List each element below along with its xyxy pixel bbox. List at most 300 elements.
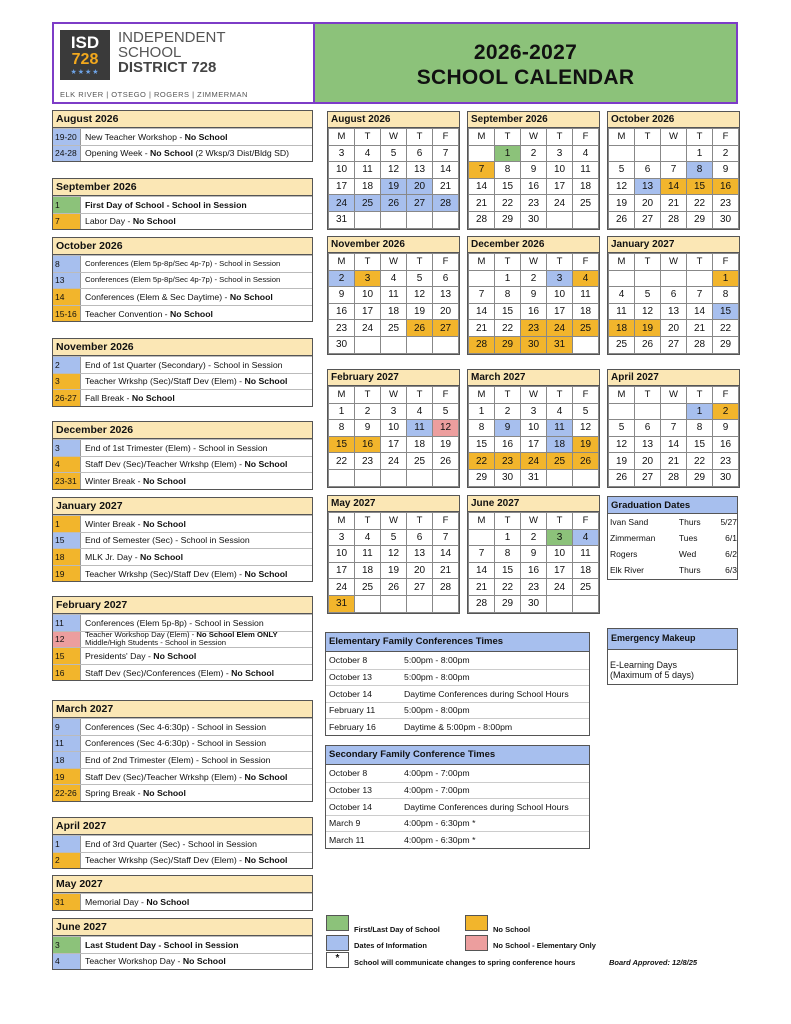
event-list-august-2026 (52, 110, 313, 162)
calendar-day: 12 (381, 162, 407, 179)
calendar-day: 9 (355, 420, 381, 437)
event-description (81, 393, 175, 403)
calendar-day: 16 (521, 562, 547, 579)
weekday-header: T (495, 513, 521, 530)
calendar-day: 27 (661, 336, 687, 353)
calendar-day: 26 (609, 211, 635, 228)
event-list-june-2027 (52, 918, 313, 970)
calendar-day: 28 (469, 211, 495, 228)
calendar-month-heading: November 2026 (328, 237, 459, 253)
event-no-school: No School (231, 667, 275, 678)
calendar-day: 15 (495, 303, 521, 320)
conference-row (326, 765, 589, 782)
calendar-day: 4 (381, 270, 407, 287)
legend-swatch-star: * (326, 952, 349, 968)
event-description (81, 738, 266, 748)
event-row (53, 356, 312, 373)
event-no-school: No School Elem ONLY (196, 631, 278, 640)
event-date: 15 (53, 533, 81, 549)
calendar-day: 27 (433, 320, 459, 337)
calendar-day: 7 (469, 546, 495, 563)
weekday-header: T (635, 387, 661, 404)
calendar-day: 15 (329, 436, 355, 453)
calendar-empty-cell (355, 469, 381, 486)
event-list-september-2026 (52, 178, 313, 230)
event-date: 19 (53, 769, 81, 785)
event-text: End of 2nd Trimester (Elem) - School in Session (85, 754, 271, 765)
event-text: Conferences (Sec 4-6:30p) - School in Session (85, 721, 267, 732)
calendar-day: 28 (469, 336, 495, 353)
calendar-day: 25 (609, 336, 635, 353)
event-description (81, 722, 266, 732)
event-description (81, 535, 250, 545)
calendar-month-heading: December 2026 (468, 237, 599, 253)
calendar-empty-cell (329, 469, 355, 486)
logo-line-2: SCHOOL (118, 44, 182, 61)
calendar-day: 14 (433, 162, 459, 179)
calendar-week-row (469, 420, 599, 437)
calendar-week-row (469, 579, 599, 596)
calendar-march-2027 (467, 369, 600, 488)
graduation-day: Thurs (678, 517, 701, 527)
calendar-grid (608, 386, 739, 487)
event-text: Winter Break - (85, 475, 143, 486)
calendar-day: 1 (687, 403, 713, 420)
emergency-title: Emergency Makeup (608, 629, 737, 650)
weekday-header: F (573, 129, 599, 146)
calendar-day: 28 (469, 595, 495, 612)
calendar-week-row (609, 336, 739, 353)
event-no-school: First Day of School - School in Session (85, 199, 247, 210)
calendar-day: 28 (661, 469, 687, 486)
event-date: 3 (53, 937, 81, 953)
calendar-month-heading: September 2026 (468, 112, 599, 128)
calendar-day: 14 (661, 178, 687, 195)
calendar-day: 29 (713, 336, 739, 353)
logo-text (118, 30, 226, 75)
calendar-week-row (609, 287, 739, 304)
weekday-header: F (713, 254, 739, 271)
calendar-month-heading: April 2027 (608, 370, 739, 386)
event-date: 3 (53, 440, 81, 456)
legend-swatch-blue (326, 935, 349, 951)
weekday-header-row (609, 129, 739, 146)
calendar-week-row (329, 270, 459, 287)
elementary-conference-title: Elementary Family Conferences Times (326, 633, 589, 652)
calendar-empty-cell (355, 211, 381, 228)
event-date: 12 (53, 632, 81, 648)
calendar-day: 11 (609, 303, 635, 320)
calendar-day: 30 (495, 469, 521, 486)
event-no-school: No School (150, 148, 193, 159)
weekday-header: W (661, 387, 687, 404)
graduation-day: Tues (678, 533, 698, 543)
event-row (53, 305, 312, 322)
event-date: 22-26 (53, 785, 81, 801)
calendar-day: 28 (433, 579, 459, 596)
emergency-line-2: (Maximum of 5 days) (610, 670, 695, 680)
calendar-empty-cell (407, 469, 433, 486)
event-list-october-2026 (52, 237, 313, 322)
calendar-empty-cell (687, 270, 713, 287)
calendar-day: 10 (329, 546, 355, 563)
calendar-day: 22 (469, 453, 495, 470)
calendar-empty-cell (355, 336, 381, 353)
calendar-day: 11 (573, 162, 599, 179)
calendar-week-row (329, 595, 459, 612)
calendar-day: 3 (547, 270, 573, 287)
event-text: Spring Break - (85, 788, 143, 799)
event-row (53, 128, 312, 145)
calendar-day: 12 (407, 287, 433, 304)
conference-date: October 8 (329, 768, 368, 779)
weekday-header: T (355, 387, 381, 404)
event-description (81, 618, 264, 628)
calendar-grid (328, 386, 459, 487)
calendar-day: 3 (329, 145, 355, 162)
calendar-day: 30 (713, 211, 739, 228)
event-row (53, 664, 312, 681)
calendar-day: 15 (495, 562, 521, 579)
event-no-school: No School (142, 475, 186, 486)
event-no-school: Last Student Day - School in Session (85, 939, 239, 950)
event-description (81, 940, 239, 950)
calendar-empty-cell (381, 336, 407, 353)
calendar-day: 14 (469, 562, 495, 579)
calendar-day: 8 (495, 287, 521, 304)
calendar-day: 17 (547, 303, 573, 320)
event-description (81, 360, 283, 370)
calendar-day: 14 (469, 178, 495, 195)
weekday-header: M (329, 254, 355, 271)
calendar-december-2026 (467, 236, 600, 355)
weekday-header: T (495, 254, 521, 271)
calendar-day: 27 (635, 211, 661, 228)
calendar-day: 9 (713, 420, 739, 437)
calendar-day: 25 (547, 453, 573, 470)
event-no-school: No School (244, 459, 288, 470)
weekday-header: W (521, 513, 547, 530)
calendar-week-row (609, 162, 739, 179)
event-list-may-2027 (52, 875, 313, 911)
event-row (53, 532, 312, 549)
event-text: New Teacher Workshop - (85, 131, 185, 142)
calendar-day: 18 (381, 303, 407, 320)
weekday-header: T (635, 254, 661, 271)
event-date: 31 (53, 894, 81, 910)
event-text: Labor Day - (85, 216, 133, 227)
calendar-day: 11 (573, 287, 599, 304)
event-row (53, 288, 312, 305)
calendar-empty-cell (661, 270, 687, 287)
graduation-title: Graduation Dates (608, 497, 737, 514)
calendar-day: 16 (329, 303, 355, 320)
calendar-day: 1 (687, 145, 713, 162)
event-row (53, 647, 312, 664)
weekday-header: M (329, 387, 355, 404)
event-date: 19-20 (53, 129, 81, 145)
event-date: 11 (53, 736, 81, 752)
calendar-day: 1 (495, 529, 521, 546)
conference-date: February 16 (329, 721, 376, 732)
event-date: 24-28 (53, 146, 81, 162)
calendar-day: 25 (355, 195, 381, 212)
event-text-tail: (2 Wksp/3 Dist/Bldg SD) (193, 148, 290, 159)
calendar-day: 11 (547, 420, 573, 437)
calendar-day: 10 (547, 162, 573, 179)
conference-time: 4:00pm - 6:30pm * (404, 818, 476, 829)
conference-row (326, 718, 589, 735)
weekday-header: F (433, 254, 459, 271)
calendar-day: 15 (713, 303, 739, 320)
weekday-header-row (329, 513, 459, 530)
event-row (53, 389, 312, 406)
calendar-day: 8 (713, 287, 739, 304)
calendar-day: 2 (521, 145, 547, 162)
event-month-heading: June 2027 (53, 919, 312, 936)
calendar-day: 5 (609, 162, 635, 179)
calendar-day: 8 (687, 420, 713, 437)
weekday-header: T (407, 129, 433, 146)
weekday-header: T (407, 387, 433, 404)
event-row (53, 456, 312, 473)
weekday-header: F (433, 129, 459, 146)
calendar-day: 22 (329, 453, 355, 470)
calendar-day: 23 (713, 195, 739, 212)
calendar-day: 24 (355, 320, 381, 337)
legend-swatch-orange (465, 915, 488, 931)
calendar-empty-cell (433, 595, 459, 612)
event-description (81, 897, 189, 907)
conference-row (326, 831, 589, 848)
calendar-day: 5 (381, 145, 407, 162)
calendar-day: 29 (687, 469, 713, 486)
calendar-day: 19 (381, 562, 407, 579)
calendar-day: 9 (329, 287, 355, 304)
calendar-day: 5 (407, 270, 433, 287)
calendar-day: 30 (521, 211, 547, 228)
calendar-empty-cell (407, 595, 433, 612)
event-text-line2: Middle/High Students - School in Session (85, 638, 227, 648)
conference-time: 5:00pm - 8:00pm (404, 672, 470, 683)
calendar-day: 17 (329, 178, 355, 195)
calendar-day: 4 (547, 403, 573, 420)
calendar-week-row (469, 336, 599, 353)
calendar-empty-cell (573, 595, 599, 612)
calendar-day: 18 (609, 320, 635, 337)
calendar-day: 16 (521, 178, 547, 195)
calendar-day: 2 (329, 270, 355, 287)
event-text: Winter Break - (85, 518, 143, 529)
calendar-empty-cell (573, 336, 599, 353)
calendar-day: 6 (661, 287, 687, 304)
calendar-empty-cell (547, 211, 573, 228)
calendar-day: 9 (521, 546, 547, 563)
legend-swatch-pink (465, 935, 488, 951)
calendar-day: 13 (661, 303, 687, 320)
calendar-week-row (329, 336, 459, 353)
event-description (81, 755, 270, 765)
graduation-date: 5/27 (720, 517, 737, 527)
calendar-day: 26 (381, 579, 407, 596)
event-date: 2 (53, 357, 81, 373)
secondary-conference-times (325, 745, 590, 849)
calendar-grid (468, 512, 599, 613)
calendar-day: 6 (635, 420, 661, 437)
calendar-day: 10 (547, 546, 573, 563)
weekday-header: M (469, 513, 495, 530)
calendar-day: 17 (521, 436, 547, 453)
calendar-empty-cell (355, 595, 381, 612)
calendar-day: 7 (433, 529, 459, 546)
calendar-empty-cell (661, 403, 687, 420)
event-row (53, 784, 312, 801)
weekday-header: W (661, 129, 687, 146)
event-description (81, 569, 287, 579)
event-no-school: No School (229, 291, 273, 302)
calendar-day: 26 (433, 453, 459, 470)
event-description (81, 148, 289, 158)
weekday-header: F (573, 513, 599, 530)
calendar-day: 10 (355, 287, 381, 304)
calendar-day: 30 (521, 595, 547, 612)
calendar-day: 8 (495, 162, 521, 179)
calendar-day: 3 (329, 529, 355, 546)
calendar-grid (328, 253, 459, 354)
weekday-header: T (495, 129, 521, 146)
calendar-day: 22 (687, 195, 713, 212)
event-text: Teacher Wrkshp (Sec)/Staff Dev (Elem) - (85, 568, 245, 579)
calendar-day: 5 (381, 529, 407, 546)
calendar-month-heading: March 2027 (468, 370, 599, 386)
legend-label-blue: Dates of Information (354, 941, 427, 950)
weekday-header: F (713, 387, 739, 404)
calendar-day: 4 (407, 403, 433, 420)
calendar-week-row (469, 287, 599, 304)
calendar-empty-cell (609, 403, 635, 420)
weekday-header: T (687, 254, 713, 271)
calendar-week-row (329, 420, 459, 437)
calendar-day: 19 (609, 195, 635, 212)
event-no-school: No School (142, 518, 186, 529)
calendar-week-row (609, 453, 739, 470)
weekday-header-row (469, 129, 599, 146)
weekday-header: M (329, 129, 355, 146)
calendar-empty-cell (433, 211, 459, 228)
weekday-header: M (329, 513, 355, 530)
event-month-heading: October 2026 (53, 238, 312, 255)
weekday-header: T (495, 387, 521, 404)
star-icon: ★★★★ (70, 69, 100, 76)
calendar-week-row (329, 211, 459, 228)
calendar-day: 28 (687, 336, 713, 353)
event-description (81, 200, 247, 210)
calendar-day: 26 (381, 195, 407, 212)
calendar-day: 24 (521, 453, 547, 470)
event-row (53, 852, 312, 869)
calendar-day: 15 (687, 436, 713, 453)
calendar-day: 24 (547, 195, 573, 212)
event-list-april-2027 (52, 817, 313, 869)
logo-isd: ISD (70, 33, 100, 52)
event-description (81, 459, 287, 469)
calendar-day: 19 (609, 453, 635, 470)
event-month-heading: March 2027 (53, 701, 312, 718)
calendar-day: 14 (433, 546, 459, 563)
calendar-day: 11 (355, 546, 381, 563)
legend-swatch-green (326, 915, 349, 931)
legend-label-star: School will communicate changes to spring conference hours (354, 958, 576, 967)
event-row (53, 614, 312, 631)
weekday-header: T (355, 254, 381, 271)
calendar-week-row (469, 453, 599, 470)
event-text: Memorial Day - (85, 896, 147, 907)
calendar-day: 23 (713, 453, 739, 470)
calendar-month-heading: January 2027 (608, 237, 739, 253)
calendar-day: 31 (329, 211, 355, 228)
calendar-day: 17 (355, 303, 381, 320)
calendar-month-heading: October 2026 (608, 112, 739, 128)
weekday-header: W (521, 129, 547, 146)
weekday-header-row (329, 254, 459, 271)
event-month-heading: April 2027 (53, 818, 312, 835)
calendar-day: 20 (433, 303, 459, 320)
event-row (53, 718, 312, 735)
calendar-week-row (609, 436, 739, 453)
calendar-day: 21 (661, 195, 687, 212)
calendar-day: 5 (433, 403, 459, 420)
calendar-day: 12 (433, 420, 459, 437)
event-row (53, 196, 312, 213)
calendar-september-2026 (467, 111, 600, 230)
event-no-school: No School (244, 855, 288, 866)
calendar-day: 7 (661, 420, 687, 437)
event-date: 1 (53, 836, 81, 852)
calendar-month-heading: August 2026 (328, 112, 459, 128)
event-description (81, 260, 280, 268)
calendar-grid (468, 386, 599, 487)
weekday-header: F (573, 387, 599, 404)
calendar-day: 12 (635, 303, 661, 320)
calendar-grid (468, 253, 599, 354)
calendar-week-row (469, 403, 599, 420)
calendar-week-row (469, 270, 599, 287)
event-row (53, 255, 312, 272)
calendar-empty-cell (661, 145, 687, 162)
calendar-day: 25 (573, 579, 599, 596)
weekday-header: T (687, 129, 713, 146)
weekday-header: T (407, 254, 433, 271)
calendar-day: 2 (521, 270, 547, 287)
calendar-november-2026 (327, 236, 460, 355)
calendar-day: 7 (661, 162, 687, 179)
calendar-day: 16 (355, 436, 381, 453)
event-date: 4 (53, 954, 81, 970)
event-text: Conferences (Elem 5p-8p/Sec 4p-7p) - School in Session (85, 276, 281, 285)
event-description (81, 292, 273, 302)
calendar-week-row (329, 562, 459, 579)
conference-time: 5:00pm - 8:00pm (404, 655, 470, 666)
calendar-august-2026 (327, 111, 460, 230)
weekday-header: W (381, 513, 407, 530)
calendar-day: 13 (635, 178, 661, 195)
calendar-week-row (609, 469, 739, 486)
event-description (81, 552, 183, 562)
calendar-day: 11 (573, 546, 599, 563)
calendar-week-row (329, 436, 459, 453)
weekday-header: T (407, 513, 433, 530)
weekday-header: F (433, 387, 459, 404)
